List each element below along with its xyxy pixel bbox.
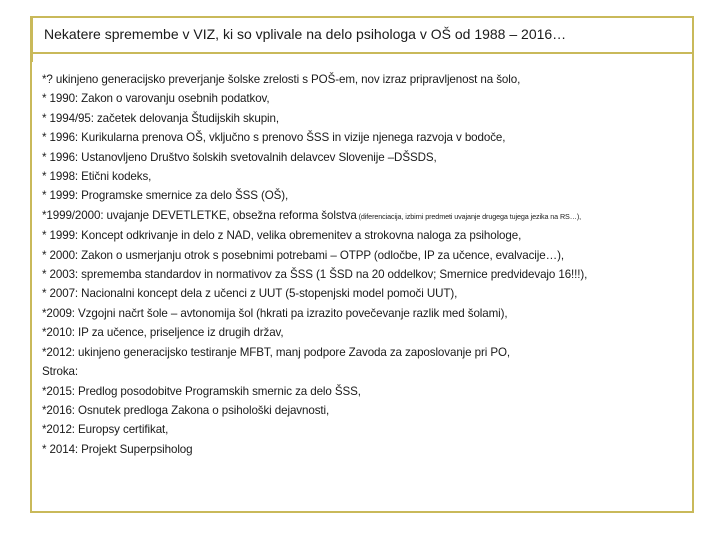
- list-item: * 1999: Koncept odkrivanje in delo z NAD, velika obremenitev a strokovna naloga za psihologe,: [42, 229, 522, 243]
- list-item: *2010: IP za učence, priseljence iz drugih držav,: [42, 326, 284, 340]
- slide-title: Nekatere spremembe v VIZ, ki so vplivale na delo psihologa v OŠ od 1988 – 2016…: [44, 26, 567, 42]
- list-item: *2015: Predlog posodobitve Programskih smernic za delo ŠSS,: [42, 384, 361, 398]
- list-item-main-text: *1999/2000: uvajanje DEVETLETKE, obsežna reforma šolstva: [42, 208, 357, 222]
- list-item: * 2000: Zakon o usmerjanju otrok s posebnimi potrebami – OTPP (odločbe, IP za učence, evalvacije…),: [42, 248, 564, 262]
- list-item: *2009: Vzgojni načrt šole – avtonomija šol (hkrati pa izrazito povečevanje razlik med šolami),: [42, 306, 508, 320]
- section-label: Stroka:: [42, 365, 79, 379]
- list-item: * 1998: Etični kodeks,: [42, 170, 152, 184]
- list-item: *? ukinjeno generacijsko preverjanje šolske zrelosti s POŠ-em, nov izraz pripravljenost na šolo,: [42, 73, 521, 86]
- list-item: * 2014: Projekt Superpsiholog: [42, 442, 193, 456]
- frame-bottom-border: [30, 511, 694, 513]
- list-item: * 1994/95: začetek delovanja Študijskih skupin,: [42, 111, 279, 125]
- list-item: * 1996: Ustanovljeno Društvo šolskih svetovalnih delavcev Slovenije –DŠSDS,: [42, 150, 437, 164]
- list-item: *2016: Osnutek predloga Zakona o psihološki dejavnosti,: [42, 403, 330, 417]
- list-item: * 1990: Zakon o varovanju osebnih podatkov,: [42, 92, 270, 106]
- list-item: *2012: Europsy certifikat,: [42, 423, 169, 437]
- frame-right-border: [692, 16, 694, 513]
- list-item: * 1999: Programske smernice za delo ŠSS (OŠ),: [42, 189, 289, 203]
- list-item: * 2003: sprememba standardov in normativov za ŠSS (1 ŠSD na 20 oddelkov; Smernice predvidevajo 16!!!),: [42, 268, 588, 282]
- list-item: [42, 206, 690, 226]
- frame-left-border: [30, 52, 32, 513]
- slide-body: [42, 70, 690, 459]
- list-item: * 1996: Kurikularna prenova OŠ, vključno s prenovo ŠSS in vizije njenega razvoja v bodoče,: [42, 131, 506, 145]
- list-item: *2012: ukinjeno generacijsko testiranje MFBT, manj podpore Zavoda za zaposlovanje pri PO,: [42, 345, 510, 359]
- list-item: * 2007: Nacionalni koncept dela z učenci z UUT (5-stopenjski model pomoči UUT),: [42, 287, 458, 301]
- title-underline: [30, 52, 694, 54]
- frame-top-border: [30, 16, 694, 18]
- list-item-small-note: (diferenciacija, izbirni predmeti uvajanje drugega tujega jezika na RS…),: [356, 211, 582, 221]
